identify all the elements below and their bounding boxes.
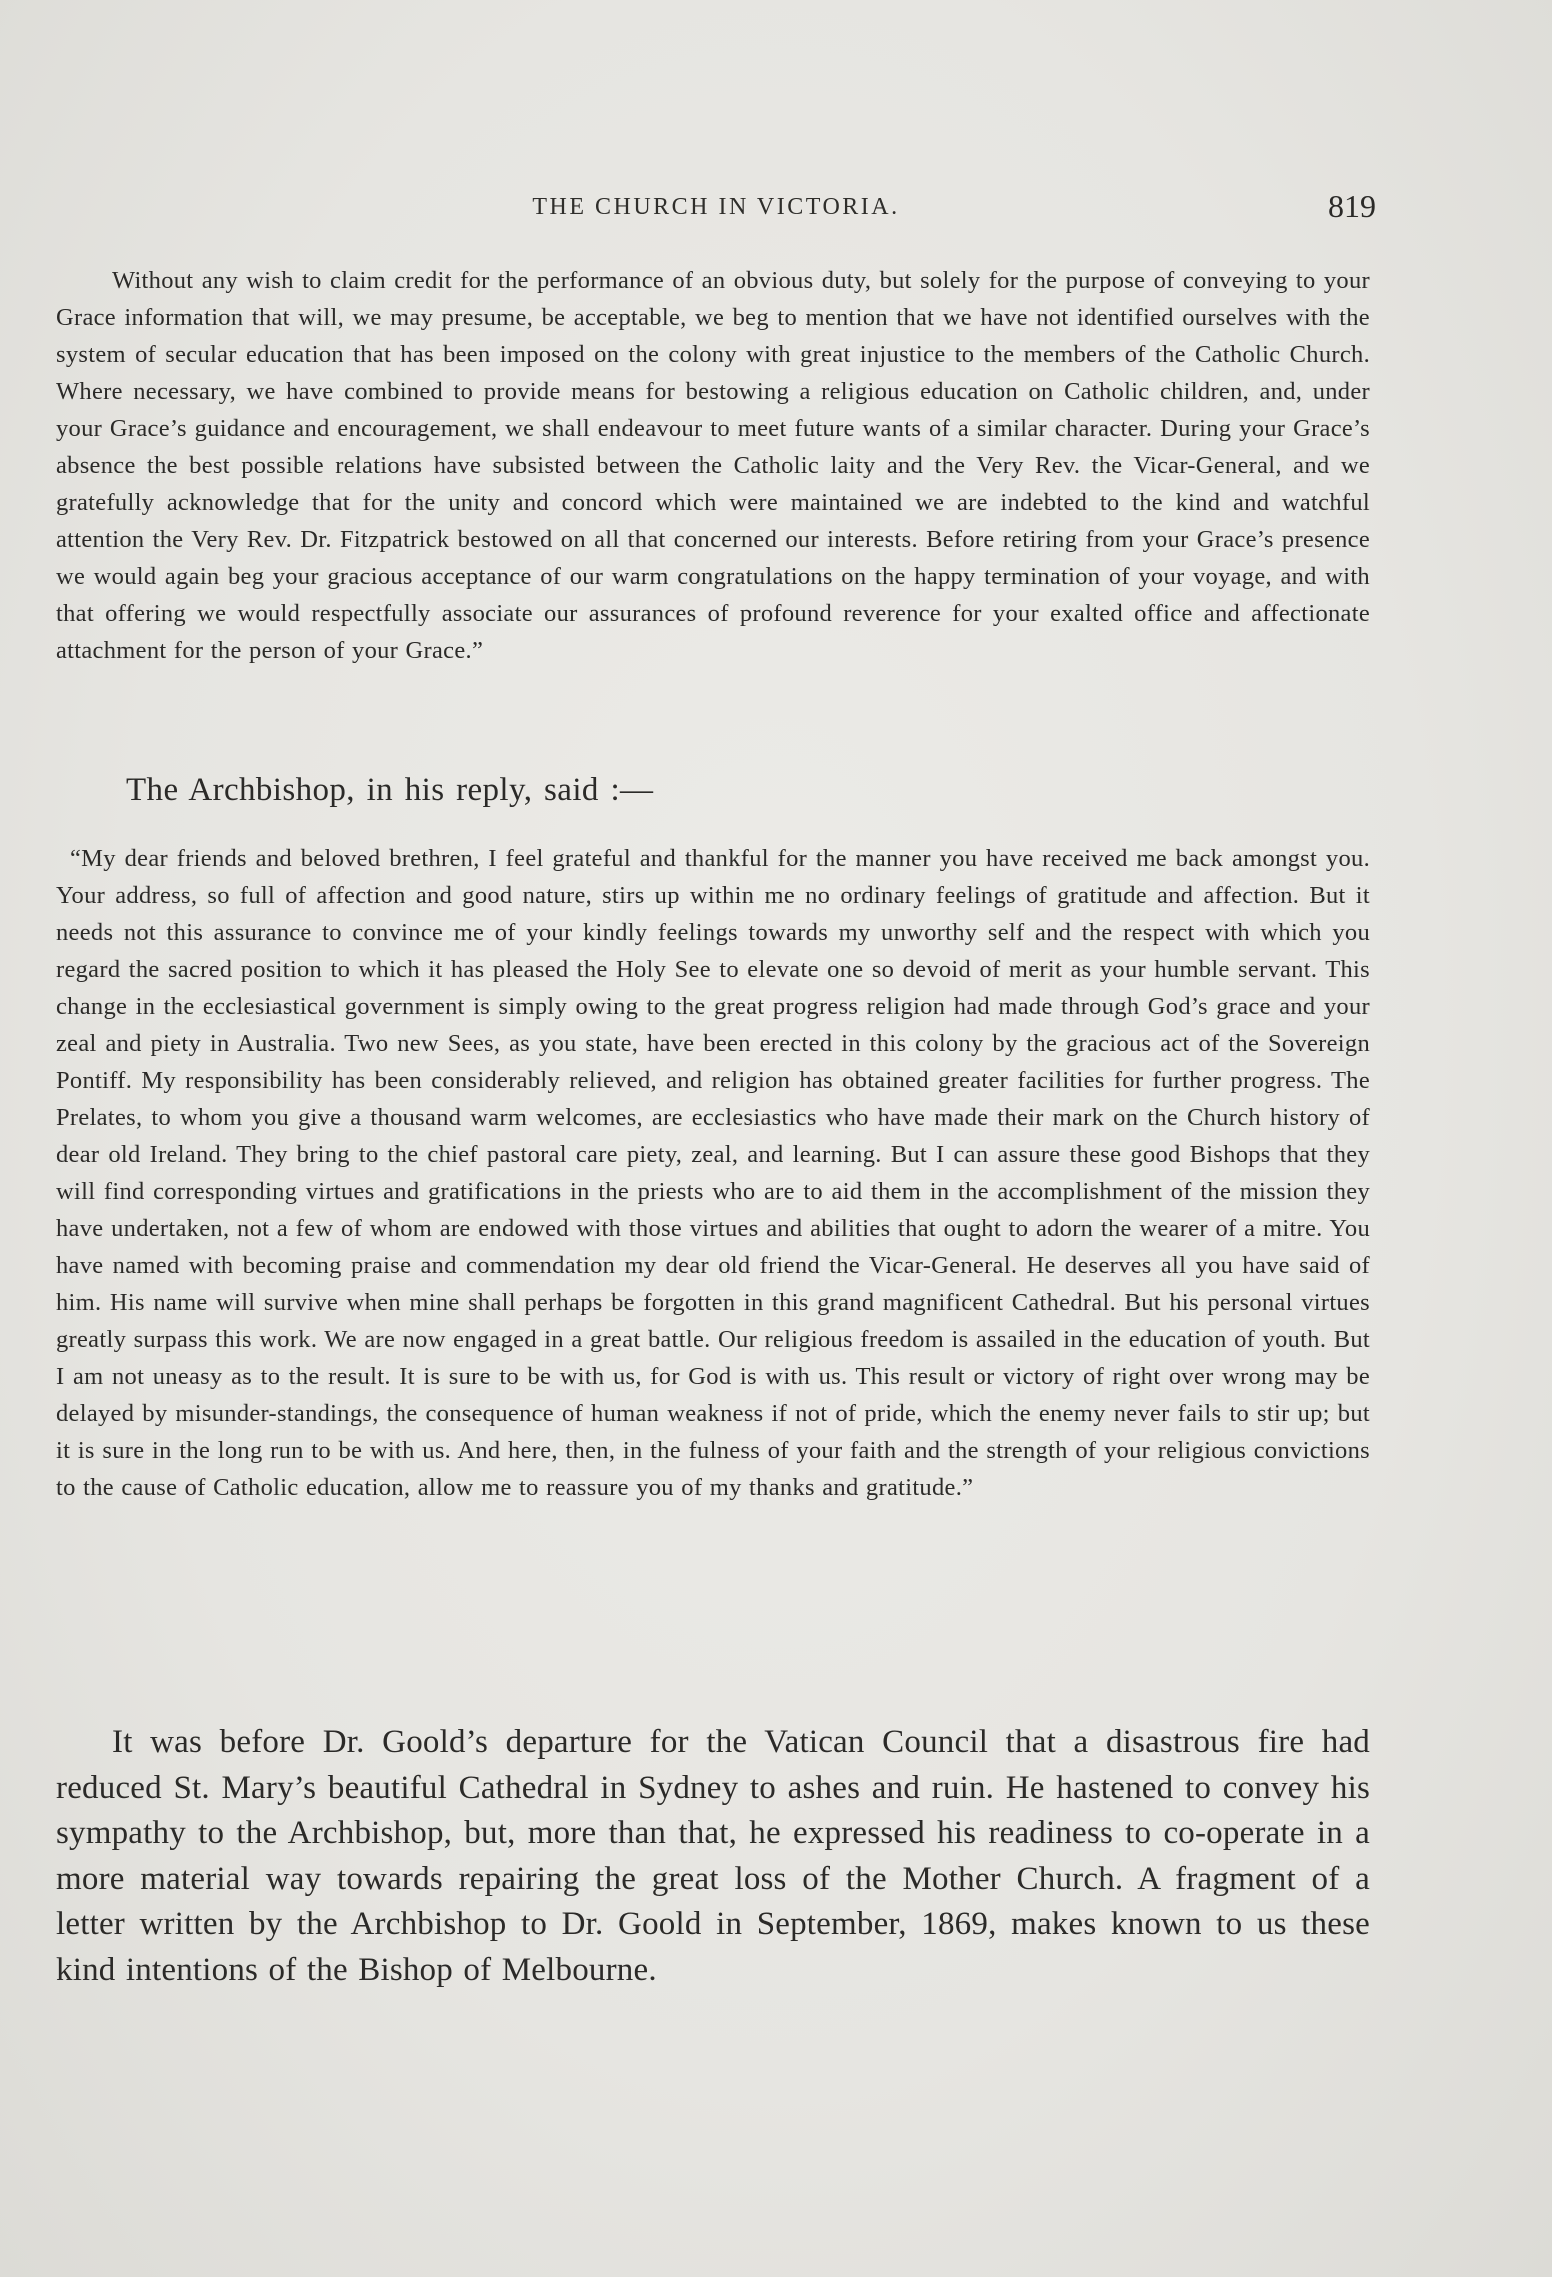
reply-paragraph: “My dear friends and beloved brethren, I feel grateful and thankful for the manner you have received me back amongst you. Your address, so full of affection and good nature, stirs up within me no ordinary feelings of gratitude and affection. But it needs not this assurance to convince me of your kindly feelings towards my unworthy self and the respect with which you regard the sacred position to which it has pleased the Holy See to elevate one so devoid of merit as your humble servant. This change in the ecclesiastical government is simply owing to the great progress religion had made through God’s grace and your zeal and piety in Australia. Two new Sees, as you state, have been erected in this colony by the gracious act of the Sovereign Pontiff. My responsibility has been considerably relieved, and religion has obtained greater facilities for further progress. The Prelates, to whom you give a thousand warm welcomes, are ecclesiastics who have made their mark on the Church history of dear old Ireland. They bring to the chief pastoral care piety, zeal, and learning. But I can assure these good Bishops that they will find corresponding virtues and gratifications in the priests who are to aid them in the accomplishment of the mission they have undertaken, not a few of whom are endowed with those virtues and abilities that ought to adorn the wearer of a mitre. You have named with becoming praise and commendation my dear old friend the Vicar-General. He deserves all you have said of him. His name will survive when mine shall perhaps be forgotten in this grand magnificent Cathedral. But his personal virtues greatly surpass this work. We are now engaged in a great battle. Our religious freedom is assailed in the education of youth. But I am not uneasy as to the result. It is sure to be with us, for God is with us. This result or victory of right over wrong may be delayed by misunder-standings, the consequence of human weakness if not of pride, which the enemy never fails to stir up; but it is sure in the long run to be with us. And here, then, in the fulness of your faith and the strength of your religious convictions to the cause of Catholic education, allow me to reassure you of my thanks and gratitude.”	[56, 845, 1370, 1501]
address-paragraph: Without any wish to claim credit for the performance of an obvious duty, but solely for the purpose of conveying to your Grace information that will, we may presume, be acceptable, we beg to mention that we have not identified ourselves with the system of secular education that has been imposed on the colony with great injustice to the members of the Catholic Church. Where necessary, we have combined to provide means for bestowing a religious education on Catholic children, and, under your Grace’s guidance and encouragement, we shall endeavour to meet future wants of a similar character. During your Grace’s absence the best possible relations have subsisted between the Catholic laity and the Very Rev. the Vicar-General, and we gratefully acknowledge that for the unity and concord which were maintained we are indebted to the kind and watchful attention the Very Rev. Dr. Fitzpatrick bestowed on all that concerned our interests. Before retiring from your Grace’s presence we would again beg your gracious acceptance of our warm congratulations on the happy termination of your voyage, and with that offering we would respectfully associate our assurances of profound reverence for your exalted office and affectionate attachment for the person of your Grace.”	[56, 267, 1370, 664]
running-title: THE CHURCH IN VICTORIA.	[532, 194, 900, 220]
page-number: 819	[1328, 188, 1376, 224]
closing-paragraph: It was before Dr. Goold’s departure for the Vatican Council that a disastrous fire had reduced St. Mary’s beautiful Cathedral in Sydney to ashes and ruin. He hastened to convey his sympathy to the Archbishop, but, more than that, he expressed his readiness to co-operate in a more material way towards repairing the great loss of the Mother Church. A fragment of a letter written by the Archbishop to Dr. Goold in September, 1869, makes known to us these kind intentions of the Bishop of Melbourne.	[56, 1724, 1370, 1988]
running-head	[56, 188, 1376, 228]
reply-intro: The Archbishop, in his reply, said :—	[126, 772, 654, 808]
